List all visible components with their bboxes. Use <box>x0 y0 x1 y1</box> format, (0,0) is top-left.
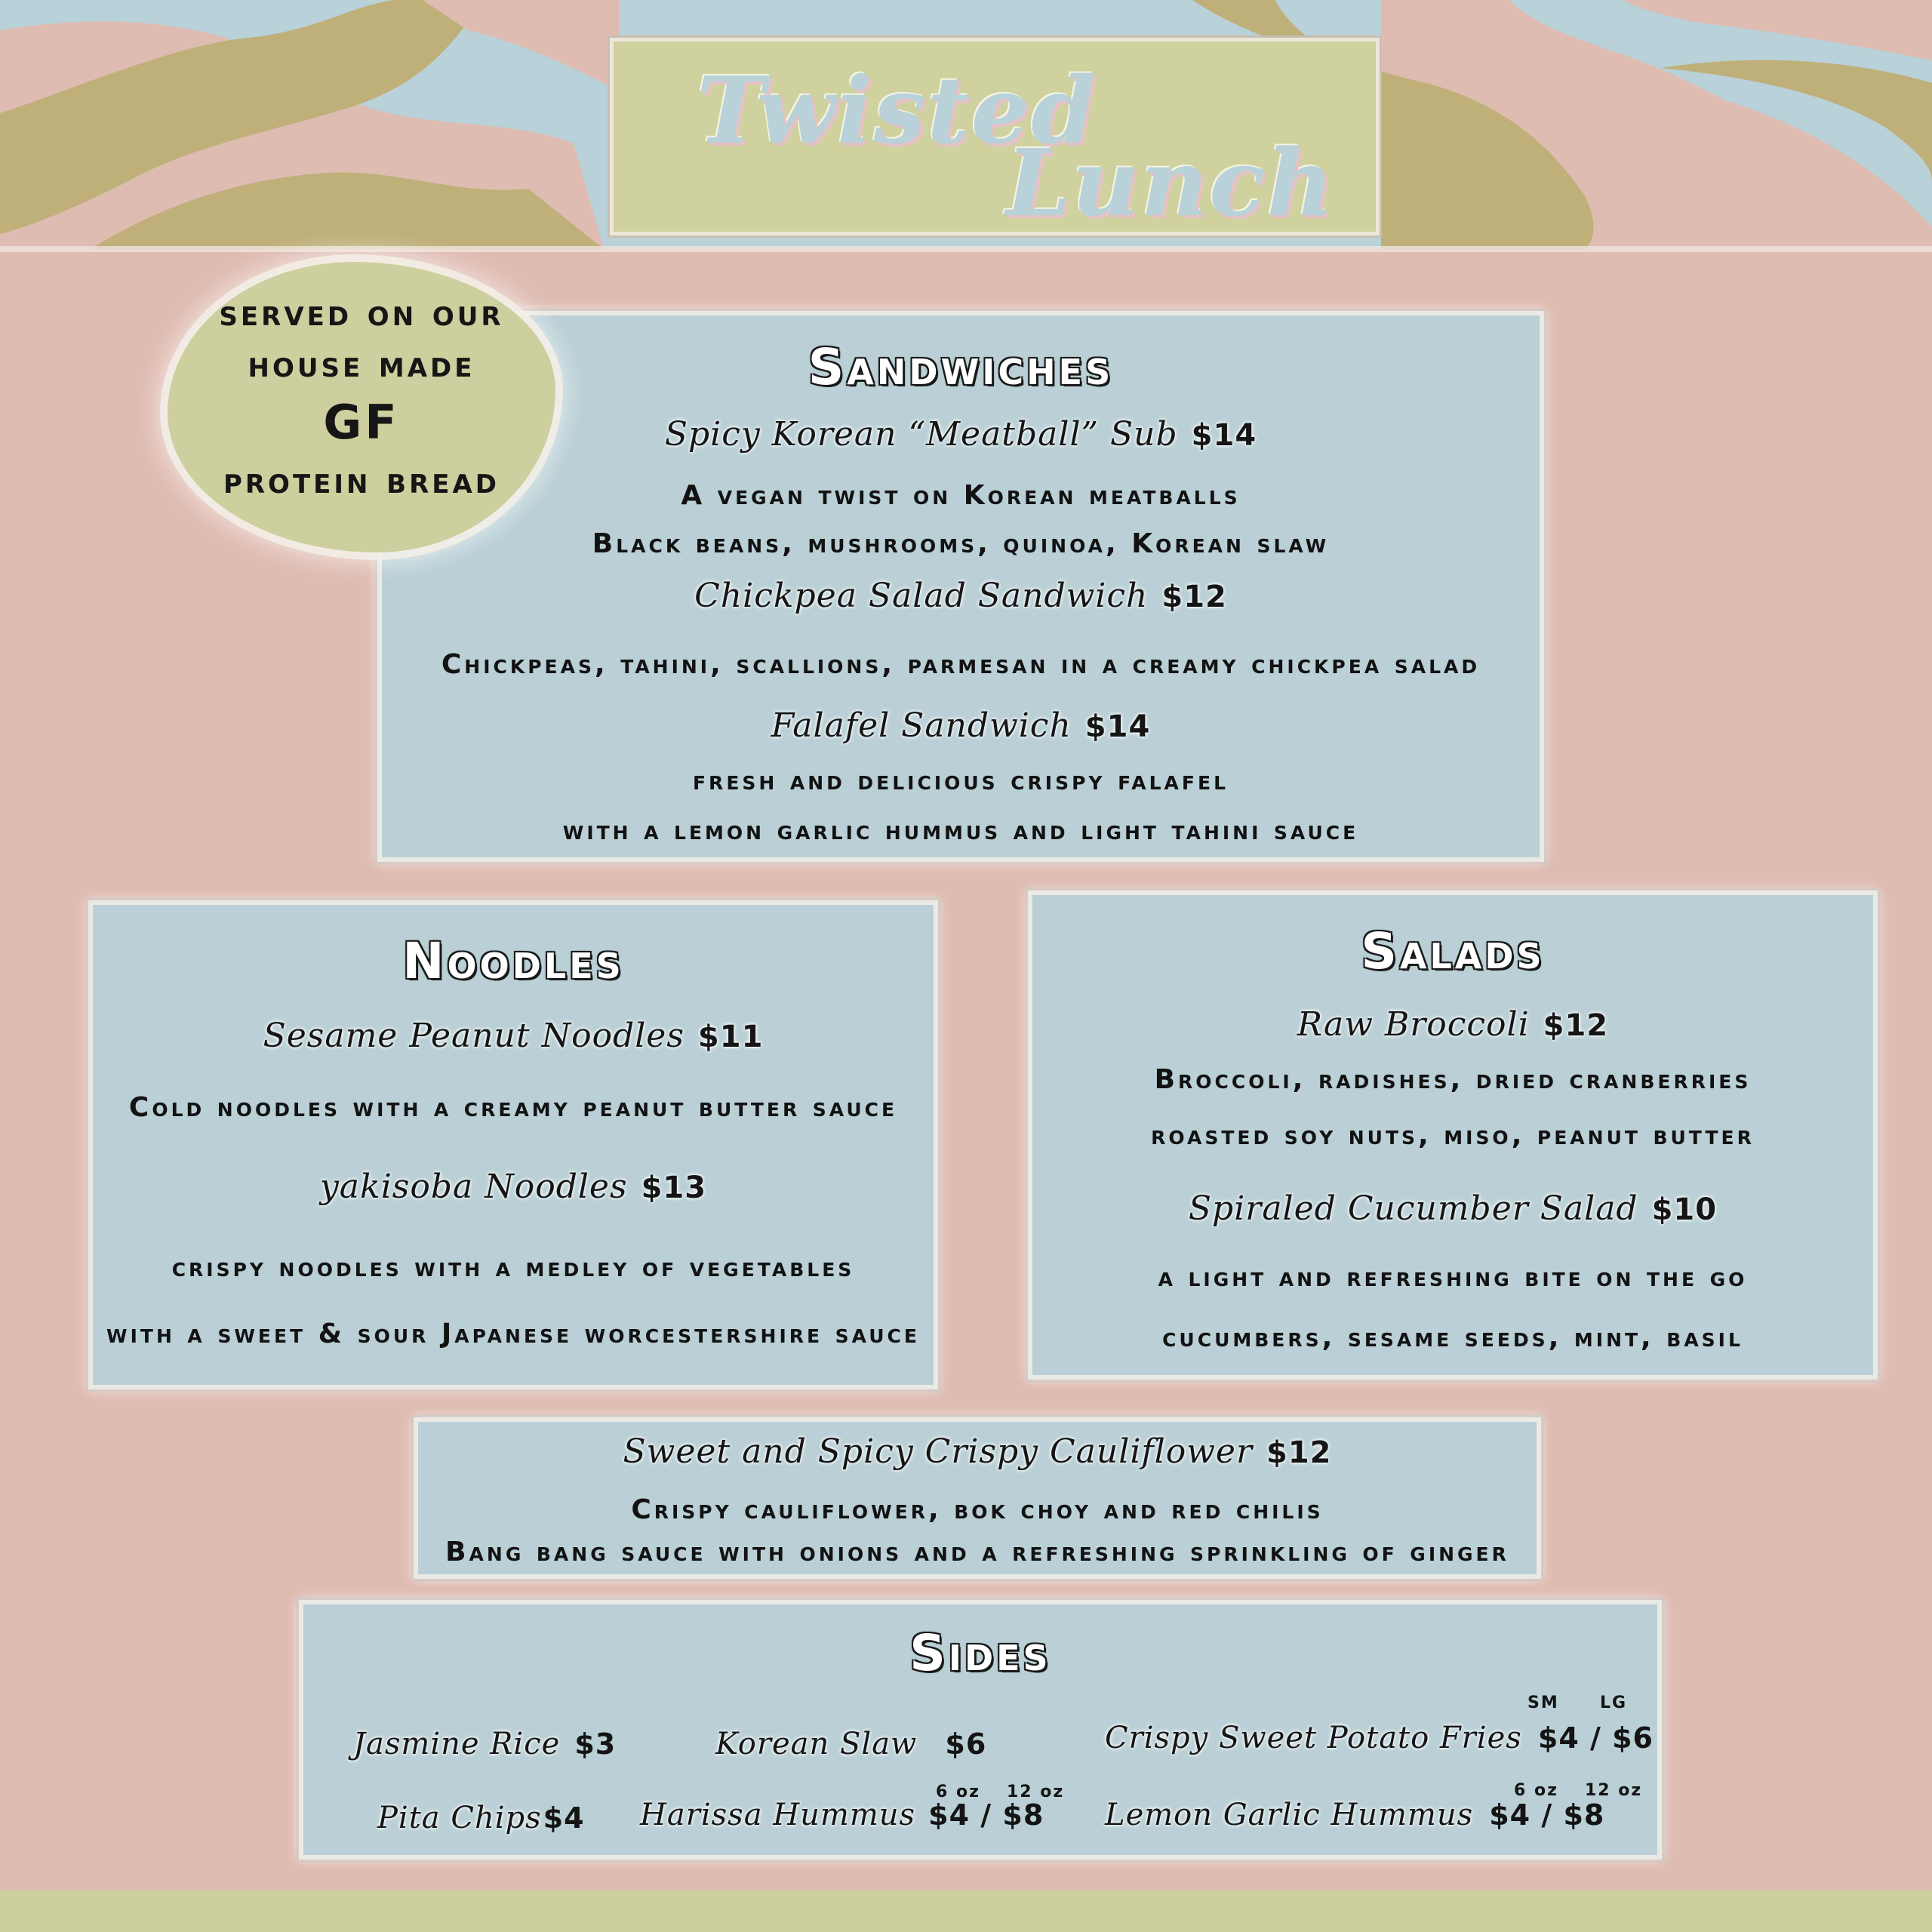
title-banner <box>610 38 1380 235</box>
menu-item-name: Chickpea Salad Sandwich $12 <box>694 577 1227 615</box>
side-item-name: Pita Chips <box>377 1801 542 1835</box>
bottom-strip <box>0 1890 1932 1932</box>
menu-item-price: $12 <box>1266 1435 1332 1470</box>
menu-item-desc: Broccoli, radishes, dried cranberries <box>1154 1064 1752 1095</box>
badge-line: served on our <box>219 292 504 334</box>
size-label-small: 6 oz <box>936 1783 980 1801</box>
side-item-name: Korean Slaw <box>715 1727 918 1761</box>
menu-item-desc: with a lemon garlic hummus and light tahini sauce <box>562 815 1359 846</box>
menu-item-desc: Cold noodles with a creamy peanut butter sauce <box>128 1092 898 1123</box>
menu-item-name: Sweet and Spicy Crispy Cauliflower $12 <box>623 1432 1332 1471</box>
gf-bread-badge <box>168 262 555 552</box>
side-item <box>1105 1721 1654 1755</box>
menu-item-price: $12 <box>1161 580 1227 614</box>
side-item-price: $4 / $6 <box>1537 1721 1654 1755</box>
menu-item-desc: fresh and delicious crispy falafel <box>692 765 1229 796</box>
side-item-name: Lemon Garlic Hummus <box>1105 1798 1474 1832</box>
side-item <box>1105 1798 1604 1832</box>
side-item-price: $4 / $8 <box>928 1798 1044 1832</box>
menu-item-desc: with a sweet & sour Japanese worcestershire sauce <box>106 1318 920 1349</box>
side-item-name: Crispy Sweet Potato Fries <box>1105 1721 1522 1755</box>
menu-item-desc: crispy noodles with a medley of vegetables <box>171 1252 855 1283</box>
side-item <box>640 1798 1044 1832</box>
side-item-price: $6 <box>945 1727 987 1761</box>
side-item <box>715 1727 986 1761</box>
side-item-price: $4 <box>543 1801 585 1835</box>
menu-item-desc: Chickpeas, tahini, scallions, parmesan in a creamy chickpea salad <box>441 649 1481 680</box>
size-label-large: LG <box>1600 1694 1628 1712</box>
menu-item-name: yakisoba Noodles $13 <box>319 1168 707 1206</box>
size-label-large: 12 oz <box>1585 1781 1643 1800</box>
menu-item-desc: Bang bang sauce with onions and a refreshing sprinkling of ginger <box>445 1537 1509 1567</box>
menu-item-name: Spiraled Cucumber Salad $10 <box>1188 1189 1718 1228</box>
menu-item-desc: A vegan twist on Korean meatballs <box>681 480 1241 511</box>
menu-item-price: $10 <box>1651 1192 1718 1227</box>
sandwiches-heading: Sandwiches <box>808 338 1114 396</box>
menu-item-desc: roasted soy nuts, miso, peanut butter <box>1151 1120 1755 1151</box>
menu-item-price: $14 <box>1084 709 1151 744</box>
menu-item-name: Sesame Peanut Noodles $11 <box>263 1017 764 1055</box>
side-item-price: $3 <box>574 1727 617 1761</box>
badge-line: protein bread <box>223 460 500 502</box>
menu-item-desc: Crispy cauliflower, bok choy and red chilis <box>631 1494 1324 1525</box>
title-line-2: Lunch <box>1006 128 1336 237</box>
menu-item-price: $12 <box>1543 1008 1609 1043</box>
salads-panel <box>1028 891 1878 1380</box>
salads-heading: Salads <box>1361 922 1545 980</box>
side-item-name: Jasmine Rice <box>353 1727 561 1761</box>
side-item-price: $4 / $8 <box>1489 1798 1605 1832</box>
size-label-large: 12 oz <box>1007 1783 1065 1801</box>
side-item <box>377 1801 585 1835</box>
size-label-small: SM <box>1527 1694 1559 1712</box>
menu-item-price: $11 <box>697 1020 764 1054</box>
badge-line: house made <box>248 343 475 386</box>
menu-item-price: $14 <box>1191 418 1257 453</box>
menu-item-name: Falafel Sandwich $14 <box>771 706 1151 745</box>
menu-item-name: Raw Broccoli $12 <box>1297 1005 1609 1044</box>
menu-item-desc: a light and refreshing bite on the go <box>1158 1262 1748 1293</box>
side-item <box>353 1727 616 1761</box>
sides-panel <box>299 1600 1662 1860</box>
title-line-1: Twisted <box>697 56 1097 165</box>
size-label-small: 6 oz <box>1514 1781 1558 1800</box>
noodles-panel <box>88 900 938 1389</box>
badge-gf: GF <box>323 395 400 450</box>
cauliflower-panel <box>414 1417 1541 1579</box>
menu-item-price: $13 <box>641 1171 707 1205</box>
menu-item-name: Spicy Korean “Meatball” Sub $14 <box>664 415 1257 454</box>
page-edge <box>0 246 1932 252</box>
side-item-name: Harissa Hummus <box>640 1798 916 1832</box>
menu-item-desc: Black beans, mushrooms, quinoa, Korean slaw <box>592 528 1330 559</box>
menu-item-desc: cucumbers, sesame seeds, mint, basil <box>1162 1322 1743 1353</box>
sides-heading: Sides <box>909 1624 1051 1682</box>
noodles-heading: Noodles <box>402 932 624 990</box>
